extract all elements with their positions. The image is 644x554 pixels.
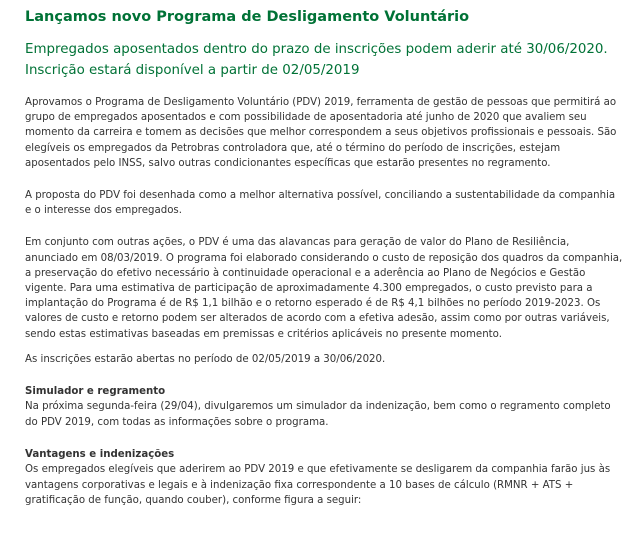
paragraph-intro: Aprovamos o Programa de Desligamento Voluntário (PDV) 2019, ferramenta de gestão de pessoas que permitirá ao grupo de empregados aposentados e com possibilidade de aposentadoria até junho de 2020 que avaliem seu momento da carreira e tomem as decisões que melhor correspondem a seus objetivos profissionais e pessoais. São elegíveis os empregados da Petrobras controladora que, até o término do período de inscrições, estejam aposentados pelo INSS, salvo outras condicionantes específicas que estarão presentes no regramento.	[25, 97, 617, 169]
section-heading: Vantagens e indenizações	[25, 449, 175, 461]
section-text: Os empregados elegíveis que aderirem ao PDV 2019 e que efetivamente se desligarem da companhia farão jus às vantagens corporativas e legais e à indenização fixa correspondente a 10 bases de cálculo (RMNR + ATS + gratificação de função, quando couber), conforme figura a seguir:	[25, 464, 611, 507]
page-subtitle: Empregados aposentados dentro do prazo de inscrições podem aderir até 30/06/2020. Inscrição estará disponível a partir de 02/05/2019	[25, 42, 608, 78]
section-heading: Simulador e regramento	[25, 386, 166, 398]
paragraph-registration-period: As inscrições estarão abertas no período de 02/05/2019 a 30/06/2020.	[25, 353, 386, 365]
paragraph-proposal: A proposta do PDV foi desenhada como a melhor alternativa possível, conciliando a sustentabilidade da companhia e o interesse dos empregados.	[25, 190, 616, 217]
page-title: Lançamos novo Programa de Desligamento Voluntário	[25, 9, 470, 25]
paragraph-resilience-plan: Em conjunto com outras ações, o PDV é uma das alavancas para geração de valor do Plano de Resiliência, anunciado em 08/03/2019. O programa foi elaborado considerando o custo de reposição dos quadros da companhia, a preservação do efetivo necessário à continuidade operacional e a aderência ao Plano de Negócios e Gestão vigente. Para uma estimativa de participação de aproximadamente 4.300 empregados, o custo previsto para a implantação do Programa é de R$ 1,1 bilhão e o retorno esperado é de R$ 4,1 bilhões no período 2019-2023. Os valores de custo e retorno podem ser alterados de acordo com a efetiva adesão, assim como por outras variáveis, sendo estas estimativas baseadas em premissas e critérios aplicáveis no presente momento.	[25, 237, 623, 340]
section-text: Na próxima segunda-feira (29/04), divulgaremos um simulador da indenização, bem como o regramento completo do PDV 2019, com todas as informações sobre o programa.	[25, 401, 611, 428]
section-simulator	[25, 384, 624, 430]
section-benefits	[25, 447, 624, 509]
